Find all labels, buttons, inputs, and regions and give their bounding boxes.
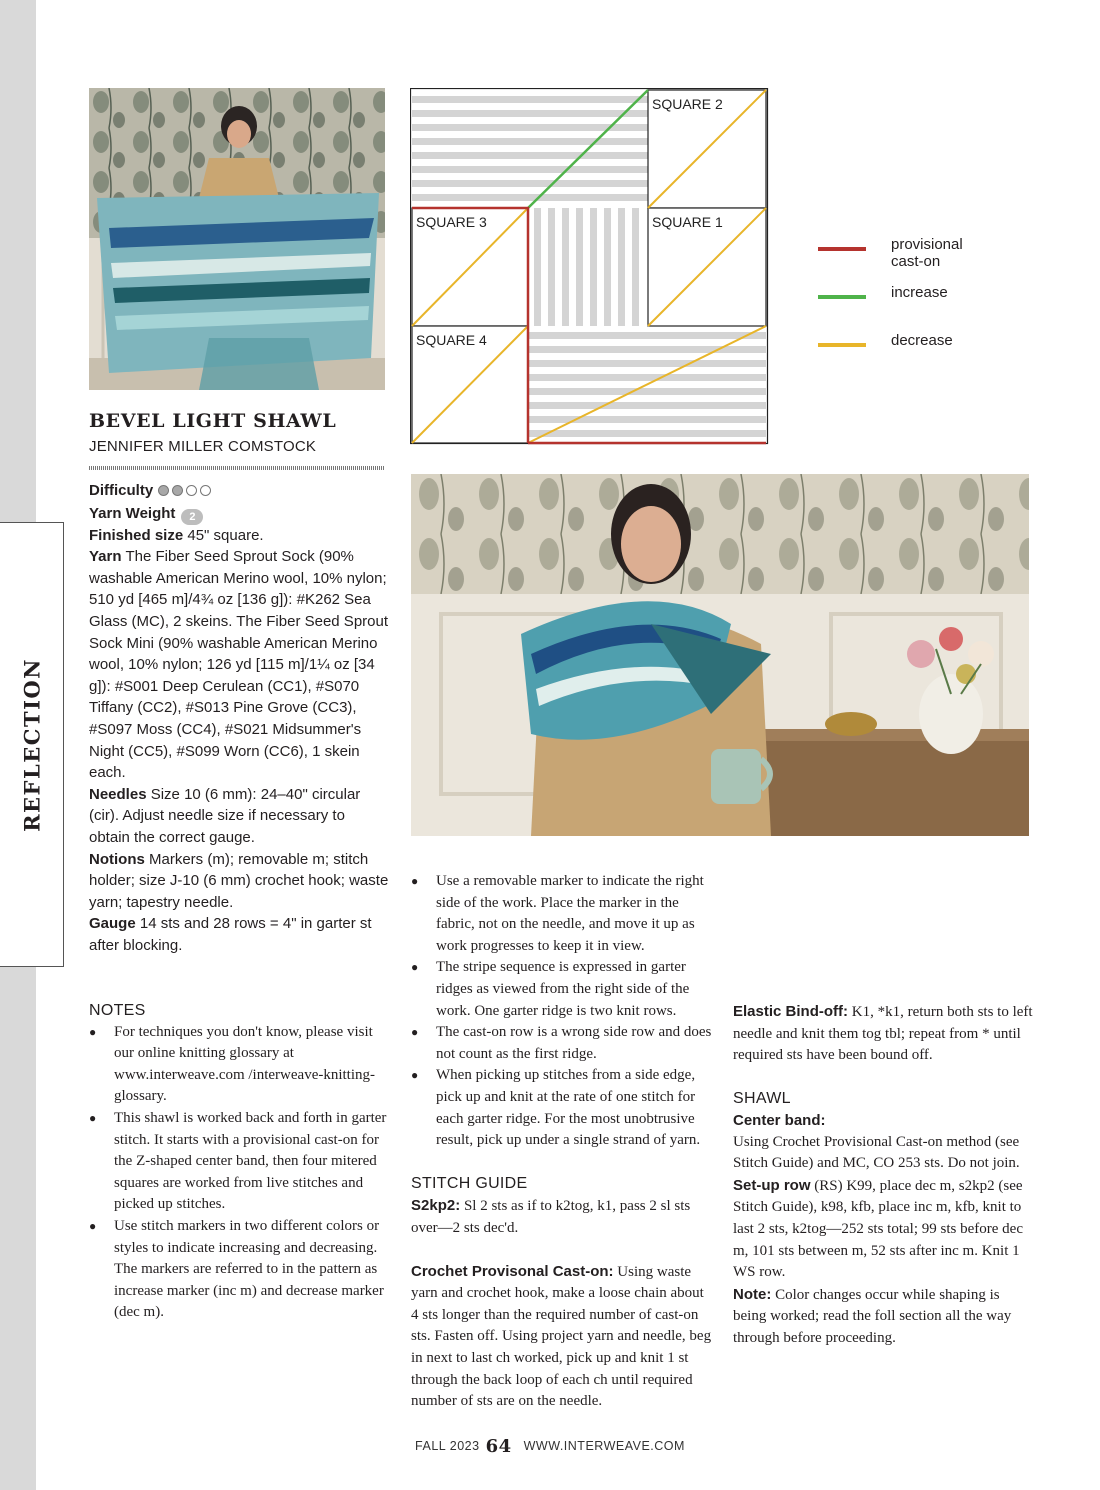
- note-item: ● For techniques you don't know, please visit our online knitting glossary at www.interweave.com /interweave-knitting-glossary.: [89, 1022, 389, 1108]
- square-1-label: SQUARE 1: [652, 214, 723, 230]
- needles-row: [89, 784, 389, 849]
- yarn-row: [89, 546, 389, 784]
- difficulty-rating: [158, 481, 214, 503]
- needles-value: Size 10 (6 mm): 24–40" circular (cir). Adjust needle size if necessary to obtain the correct gauge.: [89, 785, 361, 846]
- stripe: [412, 110, 648, 117]
- stripe: [412, 152, 648, 159]
- s2kp2-entry: [411, 1195, 713, 1239]
- pattern-specs: [89, 480, 389, 956]
- yarn-value: The Fiber Seed Sprout Sock (90% washable American Merino wool, 10% nylon; 510 yd [465 m]/4¾ oz [136 g]): #K262 Sea Glass (MC), 2 skeins. The Fiber Seed Sprout Sock Mini (90% washable American Merino wool, 10% nylon; 126 yd [115 m]/1¼ oz [34 g]): #S001 Deep Cerulean (CC1), #S070 Tiffany (CC2), #S013 Pine Grove (CC3), #S097 Moss (CC4), #S021 Midsummer's Night (CC5), #S099 Worn (CC6), 1 skein each.: [89, 548, 389, 782]
- s2kp2-label: S2kp2:: [411, 1196, 461, 1214]
- stripe: [412, 166, 648, 173]
- crochet-cast-on-text: Using waste yarn and crochet hook, make a loose chain about 4 sts longer than the required number of cast-on sts. Fasten off. Using project yarn and needle, beg in next to last ch worked, pick up and knit 1 st through the back loop of each ch until required number of sts are on the needle.: [411, 1263, 712, 1410]
- stripe: [562, 208, 569, 326]
- stitch-guide-heading: STITCH GUIDE: [411, 1175, 528, 1193]
- stripe: [548, 208, 555, 326]
- elastic-bind-off-text: K1, *k1, return both sts to left needle and knit them tog tbl; repeat from * until required sts have been bound off.: [733, 1004, 1033, 1064]
- legend-swatch: [818, 343, 866, 347]
- shawl-construction-diagram: [410, 88, 770, 453]
- stripe: [528, 332, 766, 339]
- legend-swatch: [818, 295, 866, 299]
- designer-name: JENNIFER MILLER COMSTOCK: [89, 438, 317, 455]
- stripe: [528, 416, 766, 423]
- legend-label: decrease: [891, 332, 953, 349]
- yarn-label: Yarn: [89, 548, 122, 566]
- gauge-label: Gauge: [89, 915, 136, 933]
- color-note-text: Color changes occur while shaping is being worked; read the foll section all the way through before proceeding.: [733, 1286, 1012, 1346]
- crochet-cast-on-label: Crochet Provisonal Cast-on:: [411, 1262, 614, 1280]
- stripe: [528, 360, 766, 367]
- stripe: [632, 208, 639, 326]
- notes-heading: NOTES: [89, 1002, 146, 1019]
- note-item: ● Use a removable marker to indicate the right side of the work. Place the marker in the fabric, not on the needle, and move it up as work progresses to keep it in view.: [411, 871, 713, 957]
- page-footer: [0, 1436, 1100, 1457]
- notes-list: [89, 1022, 389, 1324]
- elastic-bind-off-entry: [733, 1001, 1033, 1067]
- shawl-photo-worn: [411, 474, 1029, 836]
- finished-size-row: [89, 525, 389, 547]
- difficulty-label: Difficulty: [89, 482, 154, 499]
- color-note-label: Note:: [733, 1285, 772, 1303]
- shawl-photo-full: [89, 88, 385, 390]
- stripe: [604, 208, 611, 326]
- shawl-heading: SHAWL: [733, 1090, 791, 1108]
- stripe: [412, 96, 648, 103]
- footer-season: FALL 2023: [415, 1439, 480, 1453]
- stripe: [576, 208, 583, 326]
- stripe: [534, 208, 541, 326]
- stripe: [528, 346, 766, 353]
- gauge-value: 14 sts and 28 rows = 4" in garter st after blocking.: [89, 915, 372, 954]
- stripe: [590, 208, 597, 326]
- notes-column-3: [733, 871, 1033, 1350]
- stripe: [412, 194, 648, 201]
- setup-row-entry: [733, 1175, 1033, 1284]
- square-4-label: SQUARE 4: [416, 332, 487, 348]
- section-tab: [0, 522, 64, 967]
- yarn-weight-icon: 2: [181, 509, 203, 525]
- stripe: [528, 430, 766, 437]
- stripe: [528, 374, 766, 381]
- note-item: ● The stripe sequence is expressed in garter ridges as viewed from the right side of the work. One garter ridge is two knit rows.: [411, 957, 713, 1022]
- stripe: [412, 180, 648, 187]
- elastic-bind-off-label: Elastic Bind-off:: [733, 1003, 848, 1020]
- square-2-label: SQUARE 2: [652, 96, 723, 112]
- notions-value: Markers (m); removable m; stitch holder; size J-10 (6 mm) crochet hook; waste yarn; tapestry needle.: [89, 850, 389, 911]
- page-number: 64: [485, 1436, 512, 1457]
- notions-label: Notions: [89, 850, 145, 868]
- difficulty-dot: [172, 485, 183, 496]
- stripe: [528, 388, 766, 395]
- note-item: ● Use stitch markers in two different colors or styles to indicate increasing and decreasing. The markers are referred to in the pattern as increase marker (inc m) and decrease marker (dec m).: [89, 1216, 389, 1324]
- note-item: ● This shawl is worked back and forth in garter stitch. It starts with a provisional cast-on for the Z-shaped center band, then four mitered squares are worked from live stitches and picked up stitches.: [89, 1108, 389, 1216]
- square-3-label: SQUARE 3: [416, 214, 487, 230]
- notions-row: [89, 849, 389, 914]
- center-band-label: Center band:: [733, 1111, 826, 1129]
- difficulty-dot: [200, 485, 211, 496]
- legend-label: provisional cast-on: [891, 236, 963, 270]
- pattern-title: BEVEL LIGHT SHAWL: [89, 410, 337, 432]
- crochet-cast-on-entry: [411, 1261, 713, 1413]
- stripe: [412, 138, 648, 145]
- difficulty-dot: [158, 485, 169, 496]
- color-note-entry: [733, 1284, 1033, 1350]
- needles-label: Needles: [89, 785, 147, 803]
- notes-column-2: [411, 871, 713, 1413]
- yarn-weight-row: [89, 503, 389, 525]
- footer-url: WWW.INTERWEAVE.COM: [523, 1439, 685, 1453]
- finished-size-value: 45" square.: [187, 526, 264, 544]
- legend-label: increase: [891, 284, 948, 301]
- title-divider: [89, 466, 385, 470]
- note-item: ● When picking up stitches from a side edge, pick up and knit at the rate of one stitch for each garter ridge. For the most unobtrusive result, pick up under a single strand of yarn.: [411, 1065, 713, 1151]
- difficulty-row: [89, 480, 389, 503]
- notes-list-continued: [411, 871, 713, 1152]
- setup-row-label: Set-up row: [733, 1176, 811, 1194]
- center-band-text: Using Crochet Provisional Cast-on method (see Stitch Guide) and MC, CO 253 sts. Do not join.: [733, 1133, 1020, 1172]
- gauge-row: [89, 913, 389, 956]
- notes-column-1: [89, 1000, 389, 1324]
- stripe: [618, 208, 625, 326]
- section-tab-label: REFLECTION: [19, 657, 44, 832]
- difficulty-dot: [186, 485, 197, 496]
- yarn-weight-label: Yarn Weight: [89, 504, 176, 522]
- stripe: [528, 402, 766, 409]
- note-item: ● The cast-on row is a wrong side row and does not count as the first ridge.: [411, 1022, 713, 1065]
- legend-swatch: [818, 247, 866, 251]
- finished-size-label: Finished size: [89, 526, 184, 544]
- setup-row-text: (RS) K99, place dec m, s2kp2 (see Stitch Guide), k98, kfb, place inc m, kfb, knit to last 2 sts, k2tog—252 sts total; 99 sts before dec m, 101 sts between m, 52 sts after inc m. Knit 1 WS row.: [733, 1177, 1023, 1281]
- s2kp2-text: Sl 2 sts as if to k2tog, k1, pass 2 sl sts over—2 sts dec'd.: [411, 1197, 691, 1236]
